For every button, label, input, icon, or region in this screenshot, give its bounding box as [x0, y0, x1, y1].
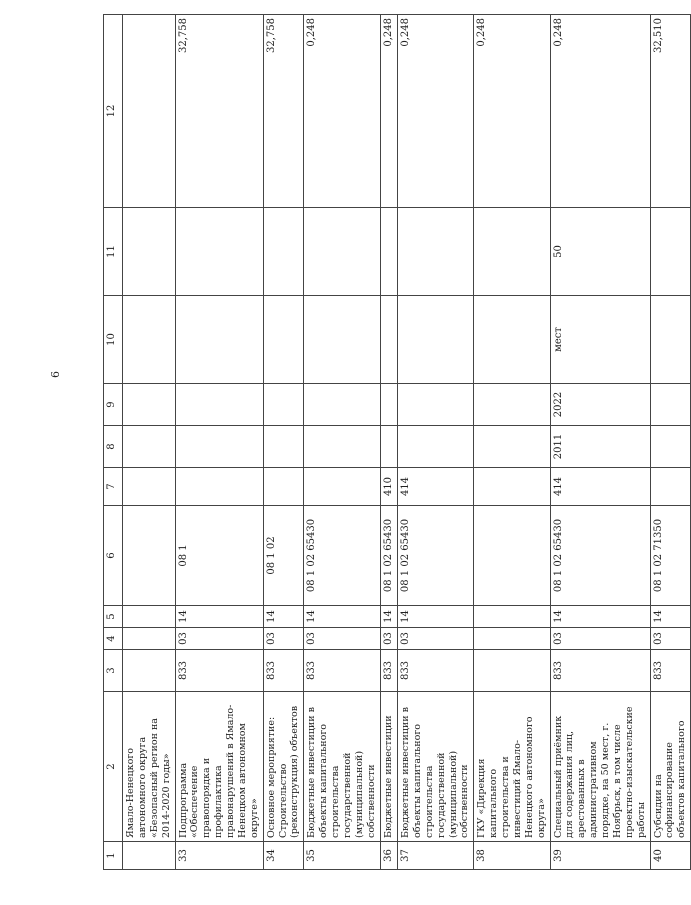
table-cell: 33	[175, 842, 263, 870]
table-cell	[123, 468, 176, 506]
budget-table	[103, 14, 691, 870]
table-cell	[123, 842, 176, 870]
table-cell: 14	[380, 606, 398, 628]
table-cell: 833	[380, 650, 398, 692]
table-cell	[398, 426, 474, 468]
table-cell: 32,758	[263, 15, 304, 208]
row-name-cell: Бюджетные инвестиции в объекты капитального строительства государственной (муниципальной) собственности	[398, 692, 474, 842]
table-cell	[304, 384, 380, 426]
table-cell	[398, 296, 474, 384]
table-cell: 03	[304, 628, 380, 650]
table-cell: 2011	[550, 426, 650, 468]
table-cell: 833	[263, 650, 304, 692]
table-cell: 03	[175, 628, 263, 650]
table-cell: 34	[263, 842, 304, 870]
table-cell: 0,248	[380, 15, 398, 208]
table-cell	[123, 426, 176, 468]
table-cell	[123, 296, 176, 384]
table-cell	[123, 15, 176, 208]
table-cell: 833	[550, 650, 650, 692]
table-cell	[398, 384, 474, 426]
table-cell: 03	[650, 628, 691, 650]
table-row	[123, 15, 176, 870]
page-number: 6	[49, 371, 62, 378]
table-cell: 08 1 02 65430	[304, 506, 380, 606]
table-cell	[263, 468, 304, 506]
col-header: 1	[104, 842, 123, 870]
row-name-cell: Субсидии на софинансирование объектов капитального	[650, 692, 691, 842]
table-cell	[123, 628, 176, 650]
table-cell	[380, 384, 398, 426]
table-cell	[123, 208, 176, 296]
table-cell	[123, 606, 176, 628]
table-cell: 08 1 02	[263, 506, 304, 606]
table-row	[380, 15, 398, 870]
col-header: 5	[104, 606, 123, 628]
table-row	[263, 15, 304, 870]
table-cell	[175, 468, 263, 506]
table-cell	[175, 296, 263, 384]
table-cell: 14	[175, 606, 263, 628]
table-cell: 39	[550, 842, 650, 870]
table-row	[650, 15, 691, 870]
table-row	[474, 15, 550, 870]
table-row	[175, 15, 263, 870]
header-row	[104, 15, 123, 870]
table-cell	[263, 426, 304, 468]
table-cell	[175, 384, 263, 426]
table-cell	[263, 208, 304, 296]
table-cell	[474, 506, 550, 606]
table-cell	[474, 384, 550, 426]
table-cell: 08 1 02 65430	[380, 506, 398, 606]
table-cell: 37	[398, 842, 474, 870]
row-name-cell: Бюджетные инвестиции	[380, 692, 398, 842]
rotated-page	[103, 0, 688, 895]
table-cell	[263, 296, 304, 384]
table-cell	[474, 426, 550, 468]
table-cell: 08 1 02 65430	[550, 506, 650, 606]
table-cell	[123, 506, 176, 606]
table-cell	[304, 208, 380, 296]
table-cell	[650, 384, 691, 426]
table-cell: 410	[380, 468, 398, 506]
table-cell	[304, 468, 380, 506]
table-cell: 03	[550, 628, 650, 650]
col-header: 10	[104, 296, 123, 384]
table-cell: 08 1	[175, 506, 263, 606]
table-cell	[304, 296, 380, 384]
col-header: 6	[104, 506, 123, 606]
table-cell	[650, 426, 691, 468]
table-cell	[398, 208, 474, 296]
row-name-cell: Основное мероприятие: Строительство (реконструкция) объектов	[263, 692, 304, 842]
table-cell	[474, 208, 550, 296]
col-header: 8	[104, 426, 123, 468]
table-cell: 03	[380, 628, 398, 650]
row-name-cell: Бюджетные инвестиции в объекты капитального строительства государственной (муниципальной) собственности	[304, 692, 380, 842]
row-name-cell: Подпрограмма «Обеспечение правопорядка и профилактика правонарушений в Ямало-Ненецком автономном округе»	[175, 692, 263, 842]
table-cell: 32,510	[650, 15, 691, 208]
table-cell: 414	[550, 468, 650, 506]
table-cell	[175, 426, 263, 468]
table-cell: 0,248	[398, 15, 474, 208]
table-cell: 414	[398, 468, 474, 506]
table-cell: 35	[304, 842, 380, 870]
table-cell: 03	[263, 628, 304, 650]
table-cell: 40	[650, 842, 691, 870]
table-cell	[380, 208, 398, 296]
table-row	[550, 15, 650, 870]
table-cell	[474, 628, 550, 650]
table-cell: 0,248	[550, 15, 650, 208]
table-cell: 36	[380, 842, 398, 870]
table-cell	[123, 384, 176, 426]
col-header: 4	[104, 628, 123, 650]
col-header: 9	[104, 384, 123, 426]
col-header: 11	[104, 208, 123, 296]
col-header: 12	[104, 15, 123, 208]
table-cell	[304, 426, 380, 468]
table-cell	[175, 208, 263, 296]
table-cell: 14	[263, 606, 304, 628]
table-row	[304, 15, 380, 870]
table-cell	[263, 384, 304, 426]
table-cell: 14	[398, 606, 474, 628]
table-cell: 833	[650, 650, 691, 692]
table-cell	[474, 650, 550, 692]
table-cell: 833	[175, 650, 263, 692]
table-cell: 833	[304, 650, 380, 692]
table-cell: 833	[398, 650, 474, 692]
table-cell: мест	[550, 296, 650, 384]
row-name-cell: ГКУ «Дирекция капитального строительства и инвестиций Ямало-Ненецкого автономного округа»	[474, 692, 550, 842]
col-header: 3	[104, 650, 123, 692]
table-cell: 08 1 02 65430	[398, 506, 474, 606]
table-cell	[123, 650, 176, 692]
table-cell	[650, 468, 691, 506]
table-cell: 08 1 02 71350	[650, 506, 691, 606]
table-cell: 0,248	[474, 15, 550, 208]
table-cell: 32,758	[175, 15, 263, 208]
table-cell	[380, 296, 398, 384]
table-cell: 2022	[550, 384, 650, 426]
table-cell	[380, 426, 398, 468]
table-cell: 38	[474, 842, 550, 870]
table-row	[398, 15, 474, 870]
col-header: 7	[104, 468, 123, 506]
table-cell: 14	[650, 606, 691, 628]
row-name-cell: Ямало-Ненецкого автономного округа «Безопасный регион на 2014-2020 годы»	[123, 692, 176, 842]
table-cell: 50	[550, 208, 650, 296]
row-name-cell: Специальный приёмник для содержания лиц, арестованных в административном порядке, на 50 мест, г. Ноябрьск, в том числе проектно-изыскательские работы	[550, 692, 650, 842]
table-cell	[650, 296, 691, 384]
col-header: 2	[104, 692, 123, 842]
table-cell	[474, 606, 550, 628]
table-cell: 14	[550, 606, 650, 628]
table-cell	[474, 468, 550, 506]
table-cell	[474, 296, 550, 384]
table-cell: 0,248	[304, 15, 380, 208]
table-cell: 14	[304, 606, 380, 628]
table-cell	[650, 208, 691, 296]
table-cell: 03	[398, 628, 474, 650]
